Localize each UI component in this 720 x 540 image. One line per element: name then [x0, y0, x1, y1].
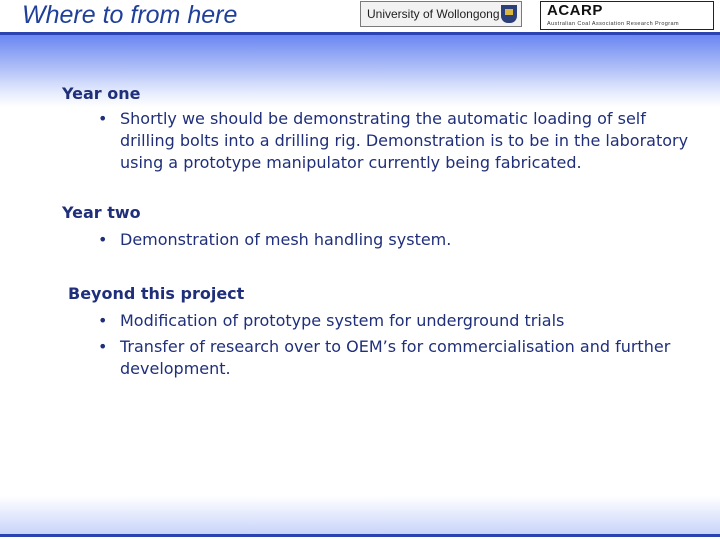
list-item: Modification of prototype system for underground trials [120, 311, 565, 330]
section-heading-year-one: Year one [62, 84, 141, 103]
list-item: Shortly we should be demonstrating the automatic loading of self drilling bolts into a drilling rig. Demonstration is to be in the laboratory using a prototype manipulator currently being fabricated. [120, 109, 689, 172]
list-item: Transfer of research over to OEM’s for commercialisation and further development. [120, 337, 671, 378]
slide-title: Where to from here [22, 1, 238, 29]
uow-logo-text: University of Wollongong [367, 7, 500, 21]
acarp-logo-text: ACARP [547, 2, 603, 19]
list-item: Demonstration of mesh handling system. [120, 230, 452, 249]
bullet-icon: • [98, 230, 108, 249]
section-heading-beyond-this-project: Beyond this project [68, 284, 245, 303]
bullet-icon: • [98, 311, 108, 330]
bullet-icon: • [98, 109, 108, 128]
section-heading-year-two: Year two [62, 203, 141, 222]
bullet-icon: • [98, 337, 108, 356]
acarp-logo-subtext: Australian Coal Association Research Program [547, 21, 679, 27]
